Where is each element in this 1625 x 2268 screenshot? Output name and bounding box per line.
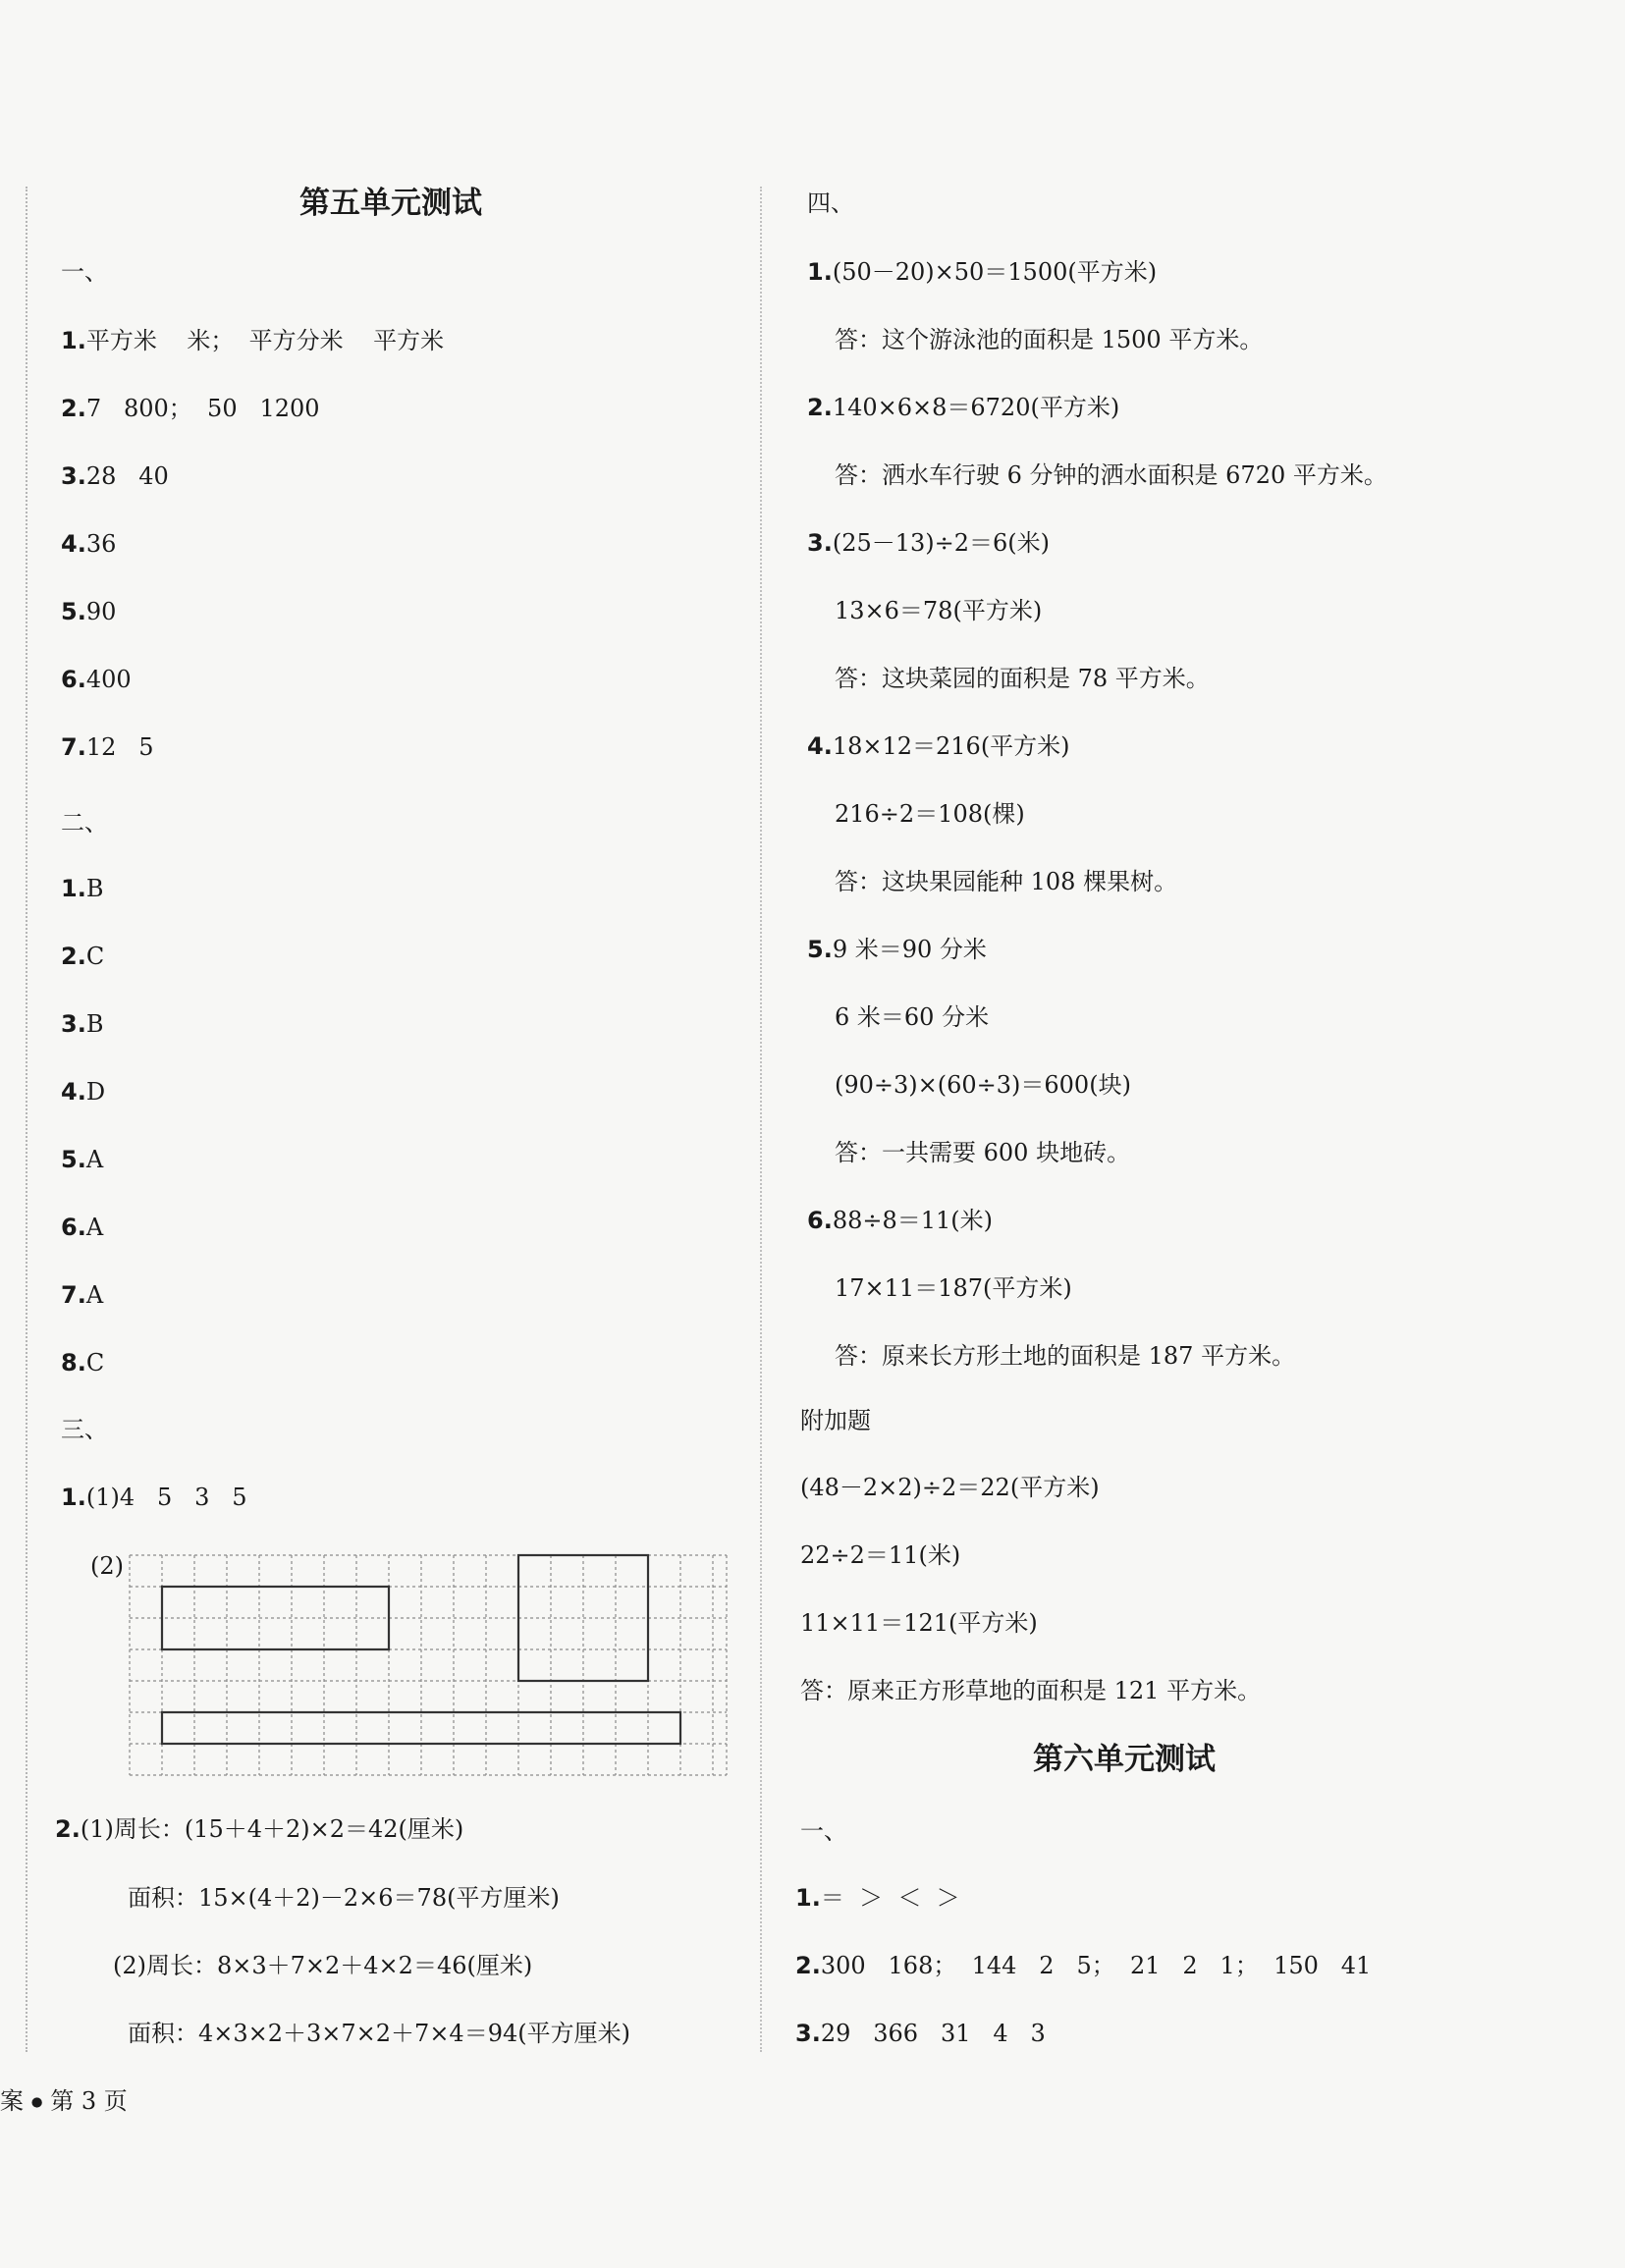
q1-answer: 1.平方米 米； 平方分米 平方米	[61, 327, 445, 354]
unit5-title: 第五单元测试	[299, 186, 482, 221]
unit6-answer: 2.300 168； 144 2 5； 21 2 1； 150 41	[795, 1952, 1372, 1979]
q4-line: 3.(25－13)÷2＝6(米)	[807, 529, 1051, 557]
q4-line: 1.(50－20)×50＝1500(平方米)	[807, 258, 1158, 286]
unit6-title: 第六单元测试	[1033, 1742, 1216, 1777]
q1-answer: 5.90	[61, 598, 117, 625]
q2-answer: 1.B	[61, 875, 104, 902]
q2-answer: 7.A	[61, 1281, 104, 1309]
q3-1-part2-label: (2)	[90, 1552, 124, 1580]
q2-answer: 5.A	[61, 1146, 104, 1173]
q4-line: 答：原来长方形土地的面积是 187 平方米。	[835, 1342, 1296, 1370]
grid-figure	[128, 1553, 729, 1779]
extra-line: (48－2×2)÷2＝22(平方米)	[800, 1474, 1100, 1501]
extra-line: 22÷2＝11(米)	[800, 1541, 961, 1569]
q2-answer: 6.A	[61, 1214, 104, 1241]
q3-2-area1: 面积：15×(4＋2)－2×6＝78(平方厘米)	[128, 1884, 560, 1912]
section-1-heading: 一、	[61, 258, 108, 286]
q3-2-perimeter2: (2)周长：8×3＋7×2＋4×2＝46(厘米)	[113, 1952, 533, 1979]
q3-2-area2: 面积：4×3×2＋3×7×2＋7×4＝94(平方厘米)	[128, 2020, 630, 2047]
q3-2: 2.(1)周长：(15＋4＋2)×2＝42(厘米)	[55, 1815, 464, 1843]
q1-answer: 6.400	[61, 666, 132, 693]
q4-line: 5.9 米＝90 分米	[807, 936, 987, 963]
section-2-heading: 二、	[61, 809, 108, 837]
unit6-answer: 1.＝ ＞ ＜ ＞	[795, 1884, 960, 1912]
q2-answer: 8.C	[61, 1349, 105, 1377]
extra-line: 11×11＝121(平方米)	[800, 1609, 1038, 1637]
q2-answer: 2.C	[61, 943, 105, 970]
q1-answer: 7.12 5	[61, 733, 154, 761]
q1-answer: 4.36	[61, 530, 117, 558]
q4-line: 13×6＝78(平方米)	[835, 597, 1043, 624]
extra-line: 答：原来正方形草地的面积是 121 平方米。	[800, 1677, 1262, 1704]
q4-line: (90÷3)×(60÷3)＝600(块)	[835, 1071, 1131, 1099]
q4-line: 4.18×12＝216(平方米)	[807, 732, 1070, 760]
q4-line: 答：这块菜园的面积是 78 平方米。	[835, 665, 1210, 692]
q4-line: 答：这个游泳池的面积是 1500 平方米。	[835, 326, 1264, 353]
q4-line: 答：洒水车行驶 6 分钟的洒水面积是 6720 平方米。	[835, 461, 1387, 489]
extra-title: 附加题	[800, 1407, 871, 1434]
q2-answer: 4.D	[61, 1078, 106, 1106]
left-margin-rule	[26, 187, 27, 2052]
column-divider	[760, 187, 762, 2052]
q1-answer: 3.28 40	[61, 462, 169, 490]
q4-line: 6.88÷8＝11(米)	[807, 1207, 994, 1234]
q4-line: 答：这块果园能种 108 棵果树。	[835, 868, 1178, 895]
page-number-footer: 案 ⦁ 第 3 页	[0, 2087, 128, 2115]
unit6-answer: 3.29 366 31 4 3	[795, 2020, 1046, 2047]
section-4-heading: 四、	[807, 189, 854, 217]
q2-answer: 3.B	[61, 1010, 104, 1038]
q4-line: 17×11＝187(平方米)	[835, 1274, 1072, 1302]
unit6-section-1-heading: 一、	[800, 1817, 847, 1845]
section-3-heading: 三、	[61, 1416, 108, 1443]
q1-answer: 2.7 800； 50 1200	[61, 395, 320, 422]
q4-line: 答：一共需要 600 块地砖。	[835, 1139, 1131, 1166]
q3-1: 1.(1)4 5 3 5	[61, 1484, 247, 1511]
q4-line: 216÷2＝108(棵)	[835, 800, 1025, 828]
q4-line: 2.140×6×8＝6720(平方米)	[807, 394, 1120, 421]
q4-line: 6 米＝60 分米	[835, 1003, 990, 1031]
